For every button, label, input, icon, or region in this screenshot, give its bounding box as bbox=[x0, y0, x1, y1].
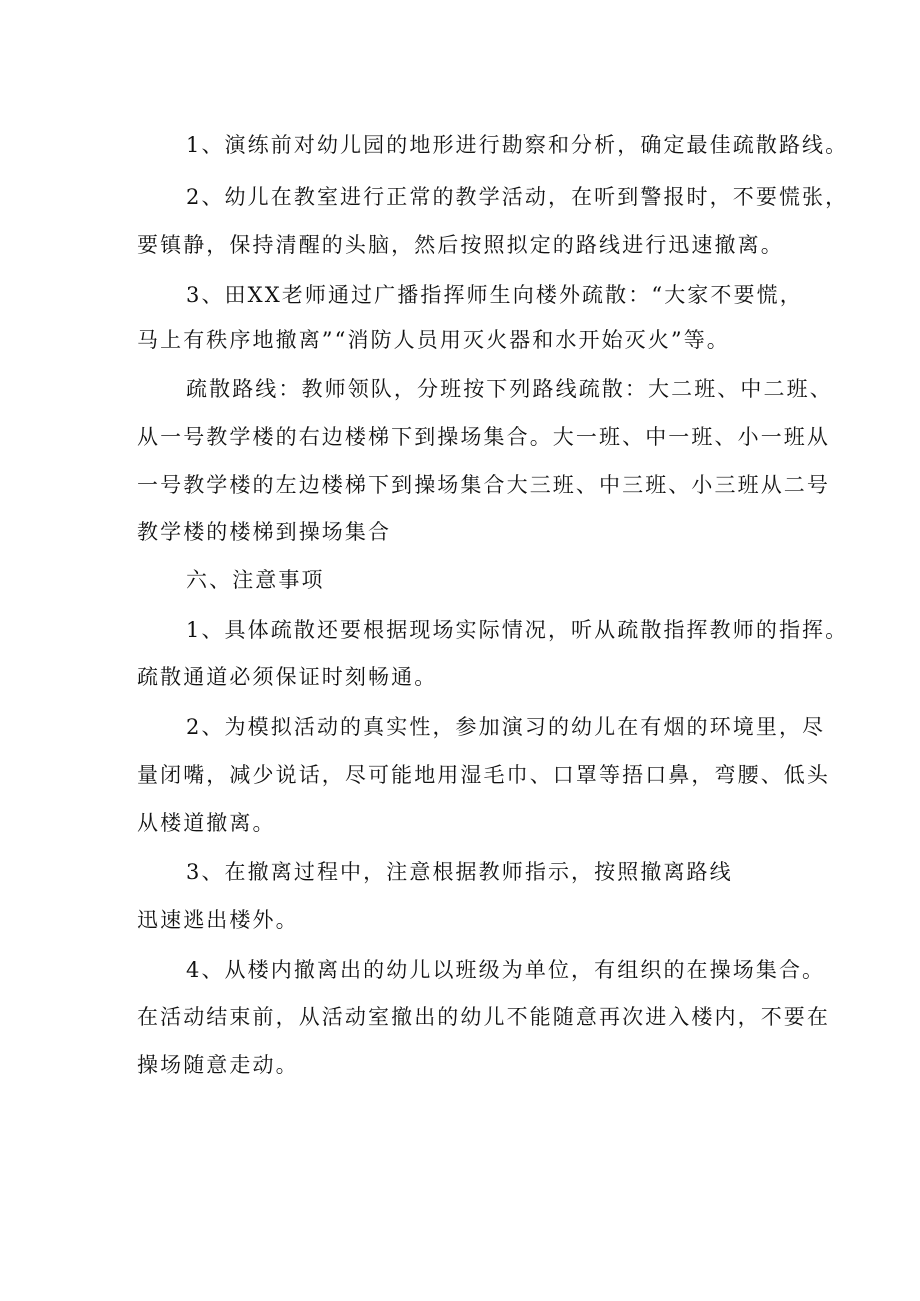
text-line: 从一号教学楼的右边楼梯下到操场集合。大一班、中一班、小一班从 bbox=[137, 425, 830, 449]
text-line: 1、具体疏散还要根据现场实际情况，听从疏散指挥教师的指挥。 bbox=[186, 618, 849, 642]
text-line: 在活动结束前，从活动室撤出的幼儿不能随意再次进入楼内，不要在 bbox=[137, 1005, 830, 1029]
text-line: 2、幼儿在教室进行正常的教学活动，在听到警报时，不要慌张， bbox=[186, 185, 849, 209]
text-line: 要镇静，保持清醒的头脑，然后按照拟定的路线进行迅速撤离。 bbox=[137, 233, 784, 257]
text-line: 疏散路线：教师领队，分班按下列路线疏散：大二班、中二班、 bbox=[186, 377, 833, 401]
text-line: 3、田XX老师通过广播指挥师生向楼外疏散：“大家不要慌， bbox=[186, 283, 803, 307]
text-line: 1、演练前对幼儿园的地形进行勘察和分析，确定最佳疏散路线。 bbox=[186, 133, 849, 157]
text-line: 3、在撤离过程中，注意根据教师指示，按照撤离路线 bbox=[186, 860, 733, 884]
text-line: 疏散通道必须保证时刻畅通。 bbox=[137, 665, 438, 689]
text-line: 从楼道撤离。 bbox=[137, 811, 276, 835]
text-line: 一号教学楼的左边楼梯下到操场集合大三班、中三班、小三班从二号 bbox=[137, 473, 830, 497]
text-line: 量闭嘴，减少说话，尽可能地用湿毛巾、口罩等捂口鼻，弯腰、低头 bbox=[137, 763, 830, 787]
text-line: 4、从楼内撤离出的幼儿以班级为单位，有组织的在操场集合。 bbox=[186, 958, 826, 982]
text-line: 马上有秩序地撤离”“消防人员用灭火器和水开始灭火”等。 bbox=[137, 328, 730, 352]
section-heading: 六、注意事项 bbox=[186, 568, 325, 592]
text-line: 2、为模拟活动的真实性，参加演习的幼儿在有烟的环境里，尽 bbox=[186, 715, 826, 739]
text-line: 操场随意走动。 bbox=[137, 1053, 299, 1077]
text-line: 教学楼的楼梯到操场集合 bbox=[137, 520, 392, 544]
text-line: 迅速逃出楼外。 bbox=[137, 908, 299, 932]
